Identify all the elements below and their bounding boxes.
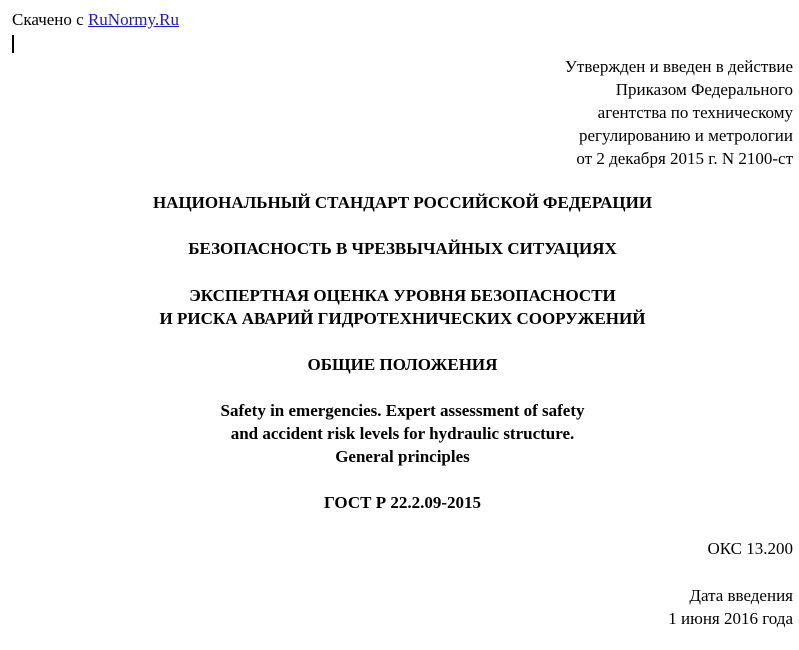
subtitle: ОБЩИЕ ПОЛОЖЕНИЯ [307,355,498,374]
standard-designation: ГОСТ Р 22.2.09-2015 [324,493,481,512]
approval-line: агентства по техническому [597,103,793,122]
approval-order-line: от 2 декабря 2015 г. N 2100-ст [576,149,793,168]
introduction-label: Дата введения [689,586,793,605]
title-line: И РИСКА АВАРИЙ ГИДРОТЕХНИЧЕСКИХ СООРУЖЕНИЙ [159,309,646,328]
subtitle-heading [0,353,799,376]
introduction-date: 1 июня 2016 года [668,609,793,628]
oks-code: ОКС 13.200 [707,539,793,558]
approval-block [565,55,793,170]
source-line [12,8,179,31]
series-title: БЕЗОПАСНОСТЬ В ЧРЕЗВЫЧАЙНЫХ СИТУАЦИЯХ [188,239,617,258]
english-title [0,399,799,468]
text-cursor [12,35,14,53]
english-title-line: and accident risk levels for hydraulic structure. [230,424,575,443]
title-line: ЭКСПЕРТНАЯ ОЦЕНКА УРОВНЯ БЕЗОПАСНОСТИ [189,286,616,305]
english-title-line: Safety in emergencies. Expert assessment of safety [220,401,585,420]
document-title [0,284,799,330]
standard-type-heading [0,191,799,214]
designation-heading [0,491,799,514]
series-heading [0,237,799,260]
english-title-line: General principles [335,447,470,466]
approval-line: регулированию и метрологии [578,126,793,145]
standard-type: НАЦИОНАЛЬНЫЙ СТАНДАРТ РОССИЙСКОЙ ФЕДЕРАЦИИ [152,193,653,212]
approval-line: Приказом Федерального [615,80,793,99]
runormy-link[interactable]: RuNormy.Ru [87,10,179,29]
source-prefix: Скачено с [12,10,88,29]
approval-line: Утвержден и введен в действие [564,57,793,76]
